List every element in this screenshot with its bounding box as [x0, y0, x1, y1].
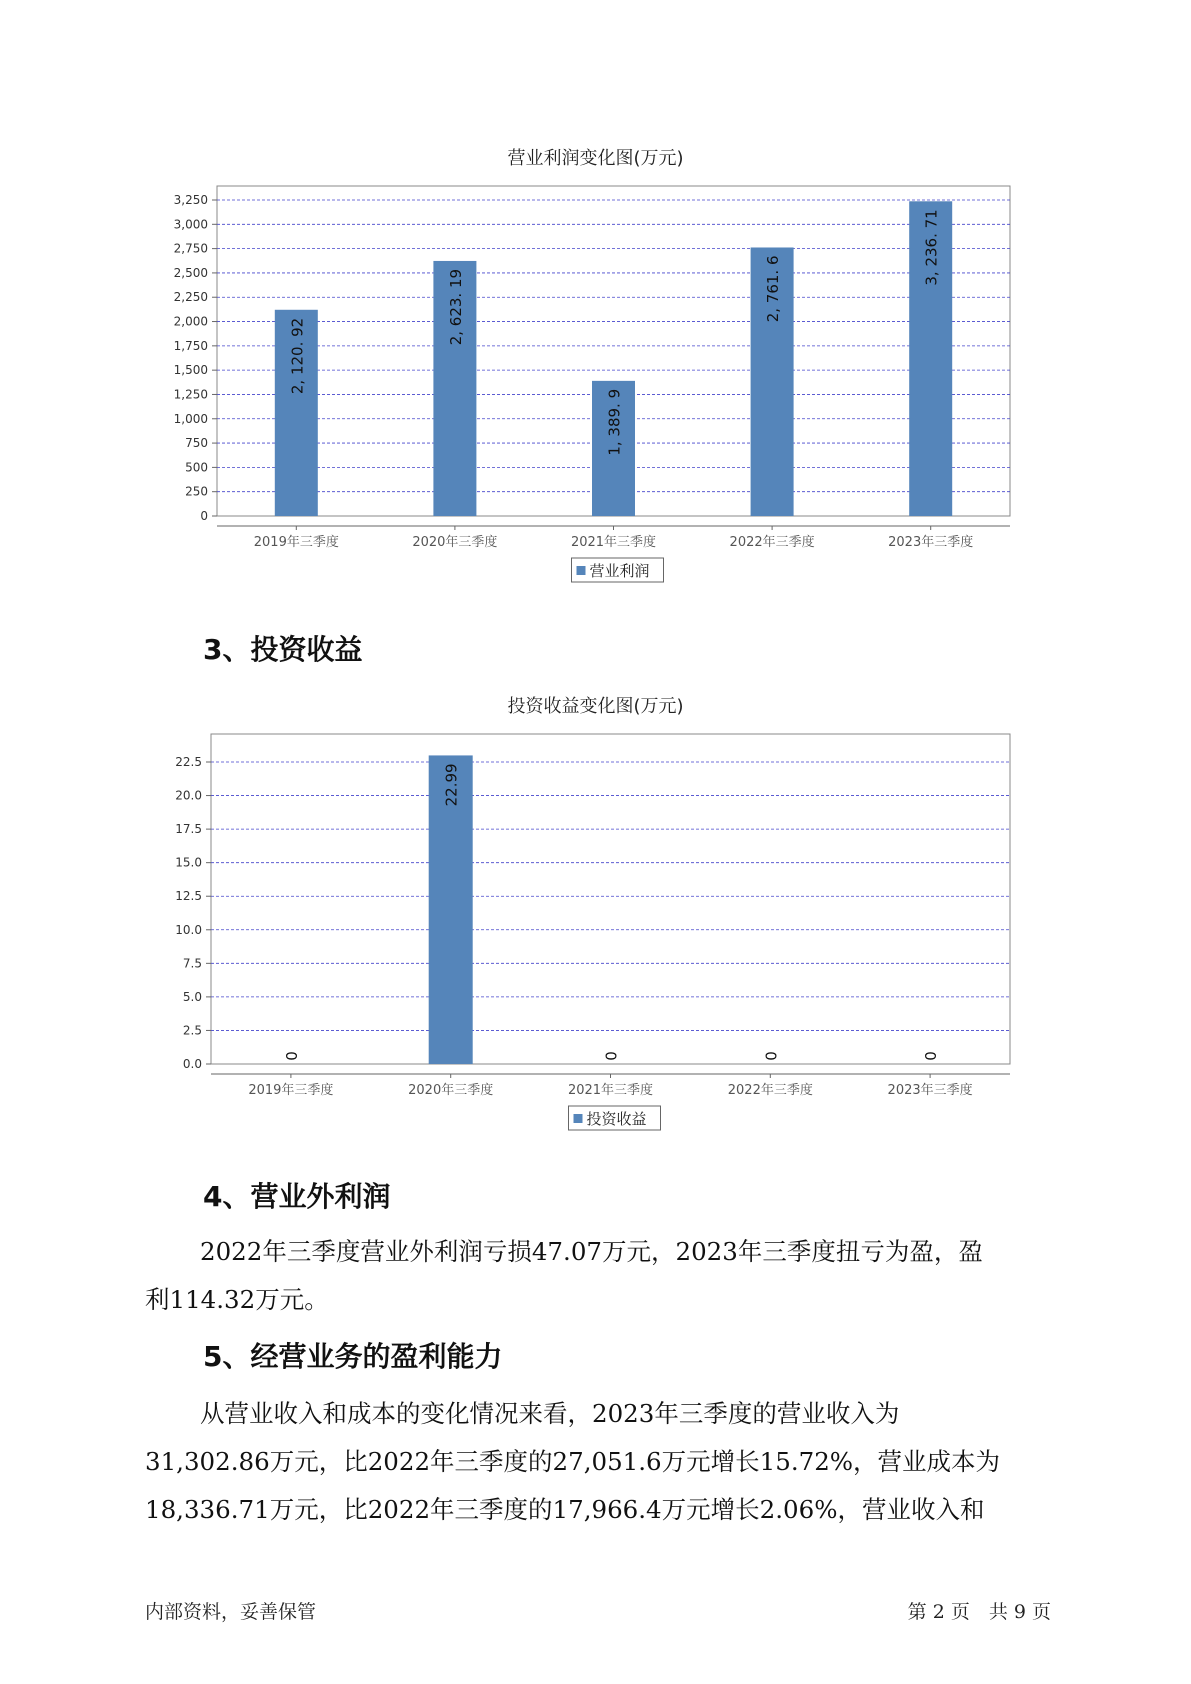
x-tick-label: 2020年三季度 — [412, 535, 498, 550]
operating-profit-chart — [0, 180, 1191, 620]
paragraph-line: 利114.32万元。 — [145, 1285, 329, 1314]
y-tick-label: 7.5 — [182, 956, 202, 971]
legend-swatch — [574, 1114, 583, 1123]
paragraph-line: 2022年三季度营业外利润亏损47.07万元，2023年三季度扭亏为盈，盈 — [200, 1237, 983, 1266]
paragraph-line: 18,336.71万元，比2022年三季度的17,966.4万元增长2.06%，营业收入和 — [145, 1495, 985, 1524]
section-3-heading: 3、投资收益 — [203, 633, 363, 666]
plot-area — [211, 734, 1010, 1064]
x-tick-label: 2023年三季度 — [888, 535, 974, 550]
y-tick-label: 500 — [185, 460, 208, 475]
y-tick-label: 1,500 — [173, 363, 208, 378]
y-tick-label: 10.0 — [175, 922, 202, 937]
x-tick-label: 2022年三季度 — [729, 535, 815, 550]
y-tick-label: 15.0 — [175, 855, 202, 870]
legend-swatch — [577, 566, 586, 575]
x-tick-label: 2020年三季度 — [408, 1083, 494, 1098]
y-tick-label: 0.0 — [182, 1057, 202, 1071]
x-tick-label: 2023年三季度 — [887, 1083, 973, 1098]
y-tick-label: 2,000 — [173, 314, 208, 329]
x-tick-label: 2021年三季度 — [567, 1083, 654, 1098]
section-4-paragraph — [145, 1228, 1057, 1324]
y-tick-label: 2,750 — [173, 241, 208, 256]
y-tick-label: 3,250 — [173, 193, 208, 207]
y-tick-label: 2,250 — [173, 290, 208, 305]
bar-value-label: 2, 761. 6 — [764, 255, 783, 323]
x-tick-label: 2019年三季度 — [253, 535, 339, 550]
paragraph-line: 从营业收入和成本的变化情况来看，2023年三季度的营业收入为 — [200, 1399, 900, 1428]
y-tick-label: 12.5 — [175, 889, 202, 904]
chart2-title: 投资收益变化图(万元) — [507, 696, 684, 717]
y-tick-label: 1,000 — [173, 411, 208, 426]
paragraph-line: 31,302.86万元，比2022年三季度的27,051.6万元增长15.72%，营业成本为 — [145, 1447, 1001, 1476]
bar-value-label: 0 — [282, 1051, 301, 1061]
y-tick-label: 1,250 — [173, 387, 208, 402]
y-tick-label: 2.5 — [182, 1023, 202, 1038]
y-tick-label: 20.0 — [175, 788, 202, 803]
chart1-title: 营业利润变化图(万元) — [507, 148, 684, 169]
legend-label: 营业利润 — [589, 562, 650, 580]
bar-value-label: 22.99 — [442, 763, 461, 807]
y-tick-label: 17.5 — [175, 822, 202, 837]
y-tick-label: 750 — [185, 436, 208, 451]
bar-value-label: 1, 389. 9 — [605, 388, 624, 456]
y-tick-label: 250 — [185, 484, 208, 499]
x-tick-label: 2019年三季度 — [248, 1083, 334, 1098]
y-tick-label: 22.5 — [175, 755, 202, 769]
y-tick-label: 0 — [200, 509, 208, 523]
y-tick-label: 2,500 — [173, 265, 208, 280]
y-tick-label: 5.0 — [182, 989, 202, 1004]
bar-value-label: 3, 236. 71 — [922, 209, 941, 286]
footer-page-number: 第 2 页 共 9 页 — [907, 1601, 1051, 1623]
y-tick-label: 3,000 — [173, 217, 208, 232]
bar-value-label: 0 — [762, 1051, 781, 1061]
section-4-heading: 4、营业外利润 — [203, 1180, 391, 1213]
section-5-heading: 5、经营业务的盈利能力 — [203, 1340, 503, 1373]
investment-income-chart — [0, 728, 1191, 1158]
bar-value-label: 2, 120. 92 — [288, 317, 307, 395]
bar-value-label: 0 — [922, 1051, 941, 1061]
legend-label: 投资收益 — [586, 1110, 647, 1128]
y-tick-label: 1,750 — [173, 338, 208, 353]
x-tick-label: 2021年三季度 — [570, 535, 657, 550]
bar-value-label: 0 — [602, 1051, 621, 1061]
bar-value-label: 2, 623. 19 — [446, 268, 465, 346]
section-5-paragraph — [145, 1390, 1057, 1534]
footer-left: 内部资料，妥善保管 — [145, 1601, 317, 1623]
x-tick-label: 2022年三季度 — [727, 1083, 813, 1098]
